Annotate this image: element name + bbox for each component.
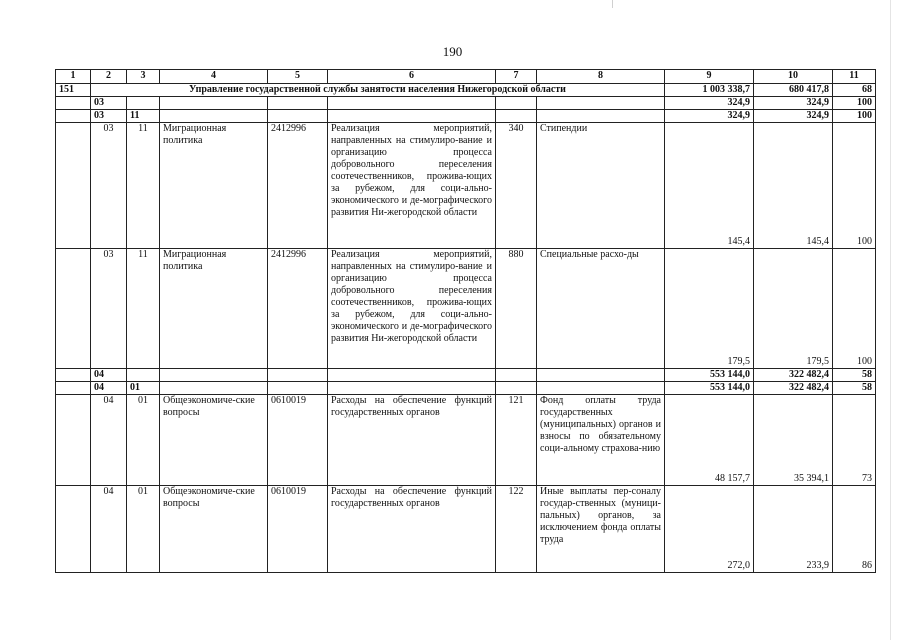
agency-col10: 680 417,8: [754, 84, 833, 97]
expense-type-code: 121: [496, 395, 537, 486]
amount-executed: 322 482,4: [754, 382, 833, 395]
subsection-code: 11: [127, 110, 160, 123]
amount-executed: 179,5: [754, 249, 833, 369]
empty-cell: [496, 97, 537, 110]
agency-col9: 1 003 338,7: [665, 84, 754, 97]
table-body: [56, 70, 876, 573]
amount-executed: 35 394,1: [754, 395, 833, 486]
empty-cell: [328, 97, 496, 110]
amount-executed: 322 482,4: [754, 369, 833, 382]
col1-cell: [56, 249, 91, 369]
empty-cell: [496, 382, 537, 395]
empty-cell: [537, 369, 665, 382]
empty-cell: [268, 382, 328, 395]
amount-planned: 145,4: [665, 123, 754, 249]
header-cell: 8: [537, 70, 665, 84]
detail-row: [56, 486, 876, 573]
agency-row: [56, 84, 876, 97]
section-code: 04: [91, 395, 127, 486]
scan-edge-line: [890, 0, 891, 640]
expense-type-code: 340: [496, 123, 537, 249]
subtotal-row: [56, 110, 876, 123]
subsection-code: [127, 369, 160, 382]
expense-type-name: Фонд оплаты труда государственных (муниципальных) органов и взносы по обязательному соци-альному страхова-нию: [537, 395, 665, 486]
percent-executed: 86: [833, 486, 876, 573]
col1-cell: [56, 369, 91, 382]
header-cell: 5: [268, 70, 328, 84]
empty-cell: [496, 110, 537, 123]
column-number-header-row: [56, 70, 876, 84]
header-cell: 6: [328, 70, 496, 84]
empty-cell: [268, 97, 328, 110]
target-article-code: 2412996: [268, 249, 328, 369]
percent-executed: 100: [833, 249, 876, 369]
expense-description: Расходы на обеспечение функций государственных органов: [328, 395, 496, 486]
subsection-code: 11: [127, 249, 160, 369]
amount-planned: 272,0: [665, 486, 754, 573]
percent-executed: 58: [833, 382, 876, 395]
detail-row: [56, 123, 876, 249]
subtotal-row: [56, 97, 876, 110]
percent-executed: 100: [833, 97, 876, 110]
subsection-code: 01: [127, 382, 160, 395]
amount-planned: 48 157,7: [665, 395, 754, 486]
empty-cell: [268, 369, 328, 382]
header-cell: 3: [127, 70, 160, 84]
empty-cell: [160, 97, 268, 110]
agency-code: 151: [56, 84, 91, 97]
agency-col11: 68: [833, 84, 876, 97]
header-cell: 10: [754, 70, 833, 84]
percent-executed: 100: [833, 110, 876, 123]
header-cell: 11: [833, 70, 876, 84]
budget-table: [55, 69, 876, 573]
detail-row: [56, 249, 876, 369]
section-code: 03: [91, 110, 127, 123]
col1-cell: [56, 97, 91, 110]
amount-planned: 553 144,0: [665, 369, 754, 382]
percent-executed: 100: [833, 123, 876, 249]
section-code: 03: [91, 123, 127, 249]
empty-cell: [160, 382, 268, 395]
section-name: Общеэкономиче-ские вопросы: [160, 486, 268, 573]
section-code: 03: [91, 97, 127, 110]
header-cell: 7: [496, 70, 537, 84]
empty-cell: [328, 369, 496, 382]
amount-executed: 324,9: [754, 97, 833, 110]
section-code: 04: [91, 369, 127, 382]
subsection-code: 01: [127, 486, 160, 573]
section-name: Общеэкономиче-ские вопросы: [160, 395, 268, 486]
expense-description: Реализация мероприятий, направленных на стимулиро-вание и организацию процесса добровольного переселения соотечественников, прожива-ющих за рубежом, для соци-ально-экономического и де-мографического развития Ни-жегородской области: [328, 249, 496, 369]
empty-cell: [537, 382, 665, 395]
section-code: 04: [91, 382, 127, 395]
empty-cell: [496, 369, 537, 382]
amount-planned: 179,5: [665, 249, 754, 369]
subsection-code: [127, 97, 160, 110]
percent-executed: 58: [833, 369, 876, 382]
amount-planned: 324,9: [665, 110, 754, 123]
empty-cell: [328, 382, 496, 395]
col1-cell: [56, 382, 91, 395]
amount-executed: 324,9: [754, 110, 833, 123]
header-cell: 4: [160, 70, 268, 84]
col1-cell: [56, 486, 91, 573]
section-code: 03: [91, 249, 127, 369]
empty-cell: [537, 110, 665, 123]
expense-type-code: 880: [496, 249, 537, 369]
section-code: 04: [91, 486, 127, 573]
empty-cell: [160, 369, 268, 382]
header-cell: 2: [91, 70, 127, 84]
target-article-code: 2412996: [268, 123, 328, 249]
header-cell: 9: [665, 70, 754, 84]
detail-row: [56, 395, 876, 486]
expense-type-code: 122: [496, 486, 537, 573]
subtotal-row: [56, 369, 876, 382]
expense-description: Реализация мероприятий, направленных на стимулиро-вание и организацию процесса добровольного переселения соотечественников, прожива-ющих за рубежом, для соци-ально-экономического и де-мографического развития Ни-жегородской области: [328, 123, 496, 249]
amount-planned: 324,9: [665, 97, 754, 110]
expense-type-name: Иные выплаты пер-соналу государ-ственных (муници-пальных) органов, за исключением фонда оплаты труда: [537, 486, 665, 573]
subsection-code: 11: [127, 123, 160, 249]
expense-description: Расходы на обеспечение функций государственных органов: [328, 486, 496, 573]
amount-executed: 145,4: [754, 123, 833, 249]
expense-type-name: Стипендии: [537, 123, 665, 249]
amount-planned: 553 144,0: [665, 382, 754, 395]
expense-type-name: Специальные расхо-ды: [537, 249, 665, 369]
col1-cell: [56, 110, 91, 123]
col1-cell: [56, 395, 91, 486]
subtotal-row: [56, 382, 876, 395]
section-name: Миграционная политика: [160, 249, 268, 369]
empty-cell: [268, 110, 328, 123]
page-number: 190: [442, 44, 463, 59]
percent-executed: 73: [833, 395, 876, 486]
header-cell: 1: [56, 70, 91, 84]
agency-title: Управление государственной службы занятости населения Нижегородской области: [91, 84, 665, 97]
empty-cell: [160, 110, 268, 123]
target-article-code: 0610019: [268, 486, 328, 573]
target-article-code: 0610019: [268, 395, 328, 486]
col1-cell: [56, 123, 91, 249]
empty-cell: [537, 97, 665, 110]
empty-cell: [328, 110, 496, 123]
subsection-code: 01: [127, 395, 160, 486]
section-name: Миграционная политика: [160, 123, 268, 249]
amount-executed: 233,9: [754, 486, 833, 573]
scan-artifact: [612, 0, 613, 8]
